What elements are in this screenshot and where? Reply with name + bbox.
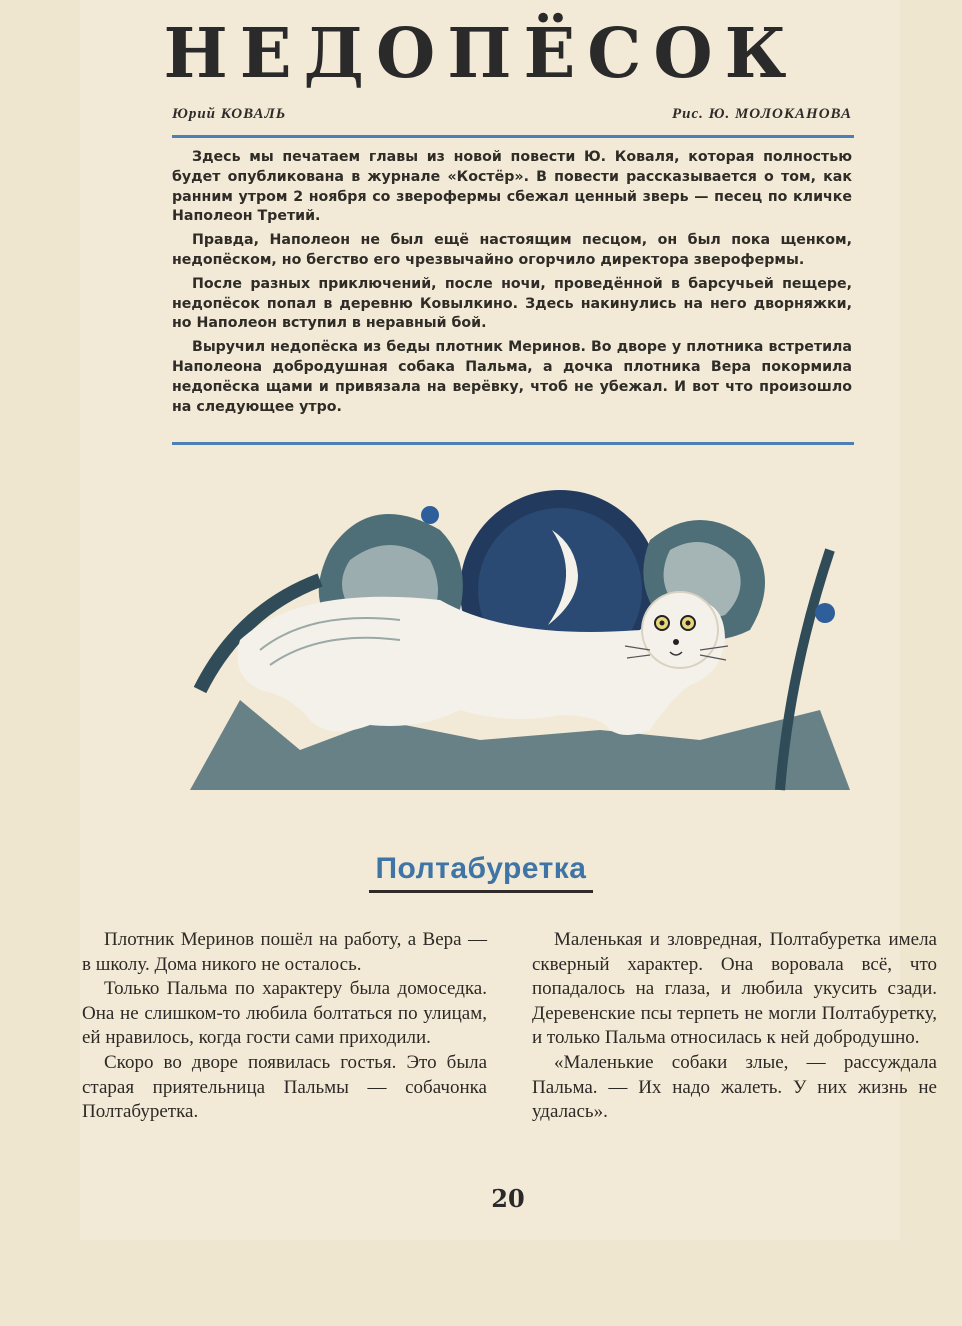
fox-nose [673, 639, 679, 645]
body-paragraph: Плотник Меринов пошёл на работу, а Вера — в школу. Дома никого не осталось. [82, 929, 487, 975]
chapter-heading [0, 852, 962, 893]
intro-paragraph: Выручил недопёска из беды плотник Меринов. Во дворе у плотника встретила Наполеона добродушная собака Пальма, а дочка плотника Вера покормила недопёска щами и привязала на верёвку, чтоб не убежал. И вот что произошло на следующее утро. [172, 339, 852, 415]
intro-paragraph: Правда, Наполеон не был ещё настоящим песцом, он был пока щенком, недопёском, но бегство его чрезвычайно огорчило директора зверофермы. [172, 232, 852, 268]
dot [815, 603, 835, 623]
story-title: НЕДОПЁСОК [163, 14, 799, 94]
intro-block [172, 148, 852, 421]
illustration-svg [180, 490, 860, 810]
intro-bottom-rule [172, 442, 854, 445]
body-paragraph: Маленькая и зловредная, Полтабуретка имела скверный характер. Она воровала всё, что попадалось на глаза, и любила укусить сзади. Деревенские псы терпеть не могли Полтабуретку, и только Пальма относилась к ней добродушно. [532, 929, 937, 1049]
fox-moon-illustration [180, 490, 860, 810]
intro-paragraph: После разных приключений, после ночи, проведённой в барсучьей пещере, недопёсок попал в деревню Ковылкино. Здесь накинулись на него дворняжки, но Наполеон вступил в неравный бой. [172, 275, 852, 332]
illustrator-credit: Рис. Ю. МОЛОКАНОВА [671, 106, 852, 122]
body-paragraph: «Маленькие собаки злые, — рассуждала Пальма. — Их надо жалеть. У них жизнь не удалась». [532, 1051, 937, 1123]
credits-line [172, 106, 852, 123]
body-paragraph: Только Пальма по характеру была домоседка. Она не слишком-то любила болтаться по улицам, ей нравилось, когда гости сами приходили. [82, 978, 487, 1049]
chapter-title: Полтабуретка [369, 852, 592, 893]
dot [421, 506, 439, 524]
intro-top-rule [172, 135, 854, 138]
text-column-left [82, 928, 487, 1125]
body-paragraph: Скоро во дворе появилась гостья. Это была старая приятельница Пальмы — собачонка Полтабуретка. [82, 1051, 487, 1123]
page-number: 20 [491, 1184, 525, 1213]
author-name: Юрий КОВАЛЬ [172, 106, 287, 122]
text-column-right [532, 928, 937, 1125]
intro-paragraph: Здесь мы печатаем главы из новой повести Ю. Коваля, которая полностью будет опубликована в журнале «Костёр». В повести рассказывается о том, как ранним утром 2 ноября со зверофермы сбежал ценный зверь — песец по кличке Наполеон Третий. [172, 149, 852, 225]
